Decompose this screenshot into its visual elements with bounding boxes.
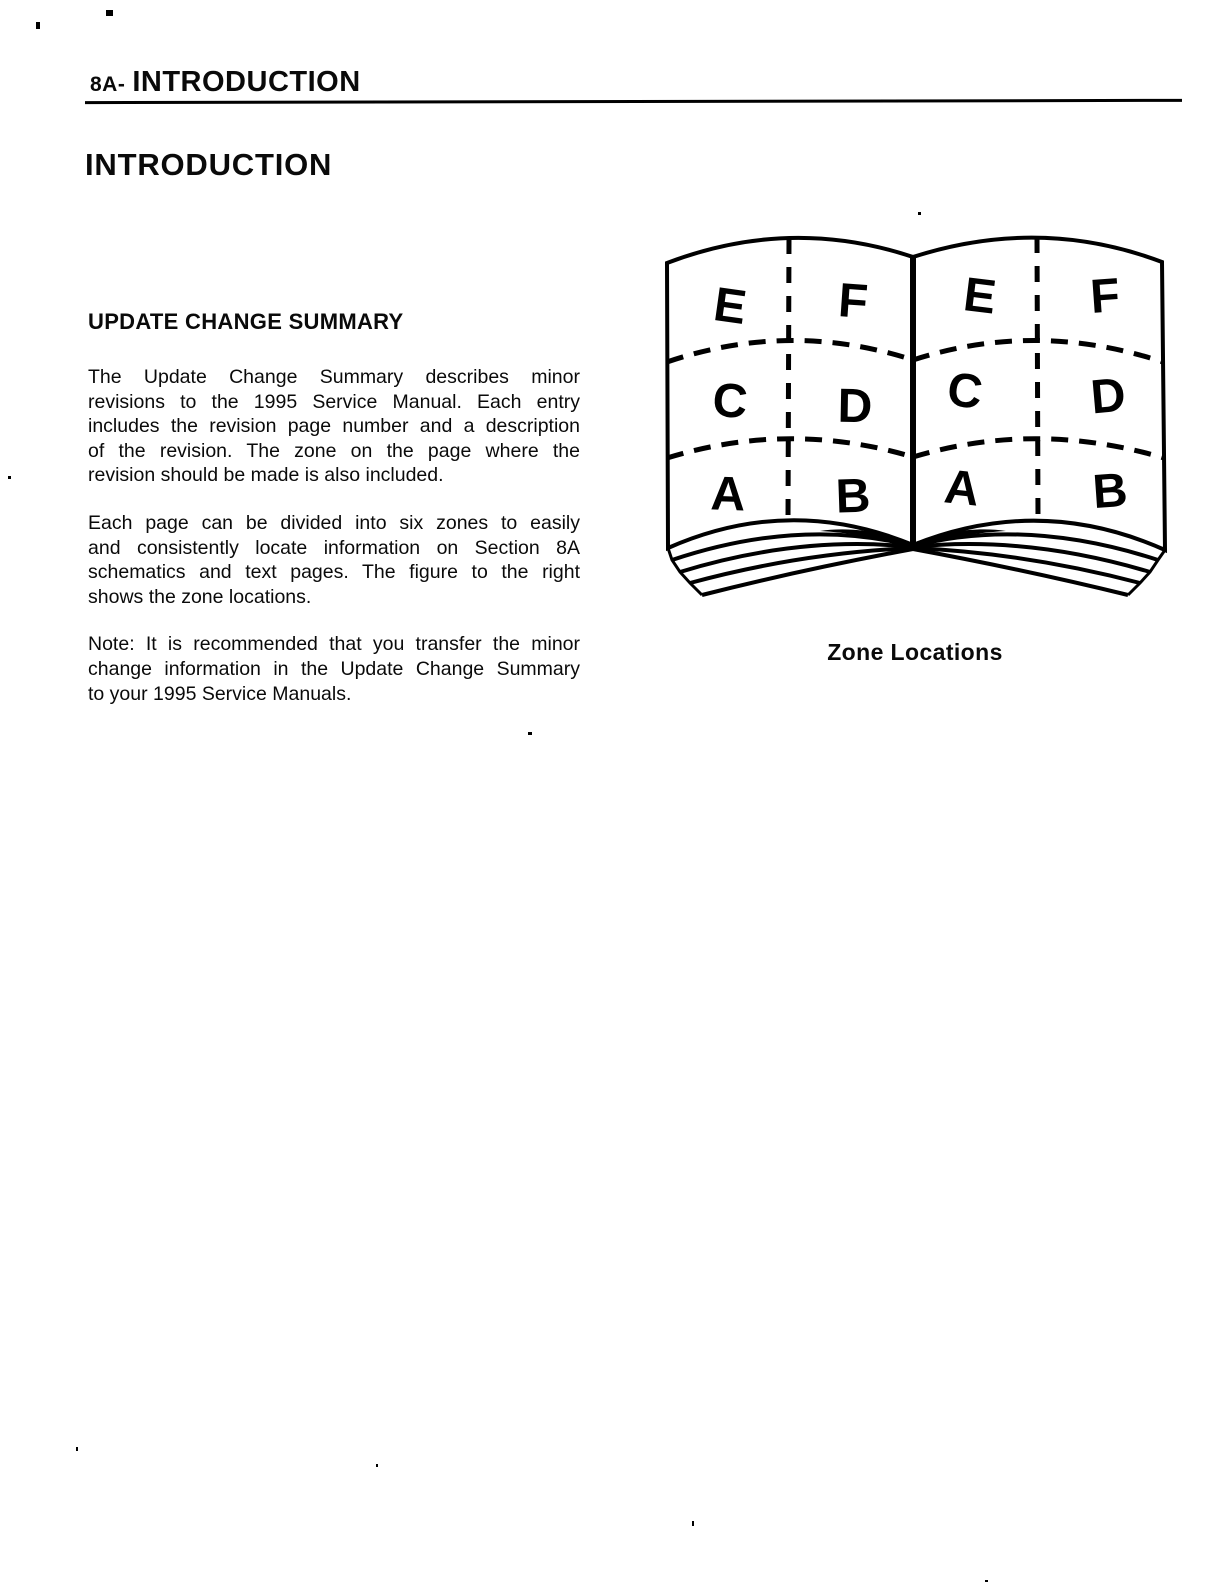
- body-text-line: Note: It is recommended that you transfer the minor: [88, 633, 580, 656]
- zone-label: B: [834, 469, 872, 524]
- running-header-title: INTRODUCTION: [132, 66, 361, 98]
- section-number: 8A-: [90, 73, 126, 96]
- body-text-line: revisions to the 1995 Service Manual. Each entry: [88, 390, 580, 413]
- scan-speck: [106, 10, 113, 16]
- zone-label: C: [710, 373, 750, 430]
- zone-locations-figure: [650, 222, 1180, 614]
- body-text-line: to your 1995 Service Manuals.: [88, 682, 352, 705]
- scan-speck: [8, 476, 11, 479]
- figure-caption: Zone Locations: [827, 639, 1003, 665]
- zone-label: A: [709, 467, 747, 522]
- paragraph: [88, 632, 580, 706]
- body-text-line: change information in the Update Change Summary: [88, 657, 580, 680]
- body-text-line: of the revision. The zone on the page where the: [88, 439, 580, 462]
- zone-label: E: [710, 278, 750, 335]
- running-header: [90, 66, 361, 99]
- paragraph: [88, 365, 580, 488]
- zone-label: B: [1090, 463, 1130, 520]
- zone-label: E: [960, 268, 999, 325]
- body-text-line: Each page can be divided into six zones to easily: [88, 511, 580, 534]
- scan-speck: [36, 22, 40, 29]
- body-text-line: revision should be made is also included.: [88, 464, 444, 487]
- zone-label: A: [941, 460, 982, 517]
- scan-speck: [376, 1464, 378, 1467]
- zone-label: D: [837, 379, 873, 434]
- scan-speck: [918, 212, 921, 215]
- header-rule: [85, 99, 1182, 104]
- body-text-line: includes the revision page number and a description: [88, 415, 580, 438]
- zone-label: F: [1088, 269, 1122, 324]
- paragraph: [88, 511, 580, 609]
- zone-label: F: [836, 274, 870, 329]
- body-text-line: schematics and text pages. The figure to the right: [88, 561, 580, 584]
- body-text-line: The Update Change Summary describes minor: [88, 366, 580, 388]
- scan-speck: [692, 1521, 694, 1526]
- body-text-line: shows the zone locations.: [88, 585, 312, 608]
- section-heading: UPDATE CHANGE SUMMARY: [88, 309, 404, 334]
- open-book-diagram: [650, 222, 1180, 614]
- scan-speck: [76, 1447, 78, 1451]
- body-text-line: and consistently locate information on Section 8A: [88, 536, 580, 559]
- right-page-fan: [913, 548, 1140, 583]
- zone-label: D: [1088, 368, 1128, 425]
- scan-speck: [528, 732, 532, 735]
- left-page-fan: [690, 548, 913, 583]
- zone-label: C: [943, 362, 986, 421]
- text-column: [88, 309, 580, 729]
- page-title: INTRODUCTION: [85, 147, 333, 182]
- scan-speck: [985, 1580, 988, 1582]
